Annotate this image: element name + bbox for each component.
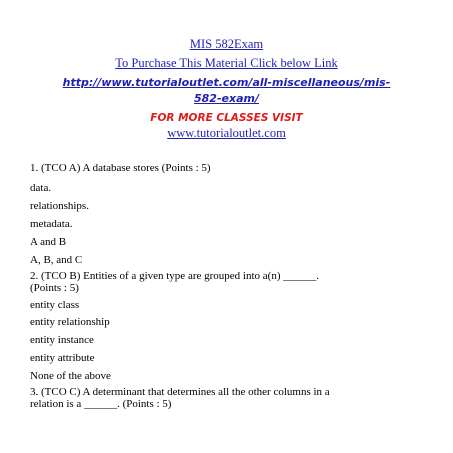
question-1-text: 1. (TCO A) A database stores (Points : 5): [30, 162, 211, 174]
question-2-text-line-2: (Points : 5): [30, 282, 79, 294]
question-1-option-c: metadata.: [30, 218, 73, 230]
question-1-option-d: A and B: [30, 236, 67, 248]
purchase-link-line-2[interactable]: 582-exam/: [194, 92, 259, 105]
question-2-option-a: entity class: [30, 299, 80, 311]
question-2-option-e: None of the above: [30, 370, 111, 382]
more-classes-banner: FOR MORE CLASSES VISIT: [150, 112, 303, 124]
question-2-option-c: entity instance: [30, 334, 94, 346]
question-1-option-b: relationships.: [30, 200, 89, 212]
question-3-text-line-1: 3. (TCO C) A determinant that determines all the other columns in a: [30, 386, 330, 398]
question-2-text-line-1: 2. (TCO B) Entities of a given type are grouped into a(n) ______.: [30, 270, 319, 282]
purchase-link-line-1[interactable]: http://www.tutorialoutlet.com/all-miscellaneous/mis-: [62, 76, 391, 89]
question-1-option-a: data.: [30, 182, 52, 194]
question-2-option-b: entity relationship: [30, 316, 110, 328]
purchase-instruction: To Purchase This Material Click below Link: [115, 56, 338, 70]
question-2-option-d: entity attribute: [30, 352, 95, 364]
question-3-text-line-2: relation is a ______. (Points : 5): [30, 398, 172, 410]
site-link[interactable]: www.tutorialoutlet.com: [167, 126, 286, 140]
question-1-option-e: A, B, and C: [30, 254, 83, 266]
document-title: MIS 582Exam: [189, 37, 264, 51]
